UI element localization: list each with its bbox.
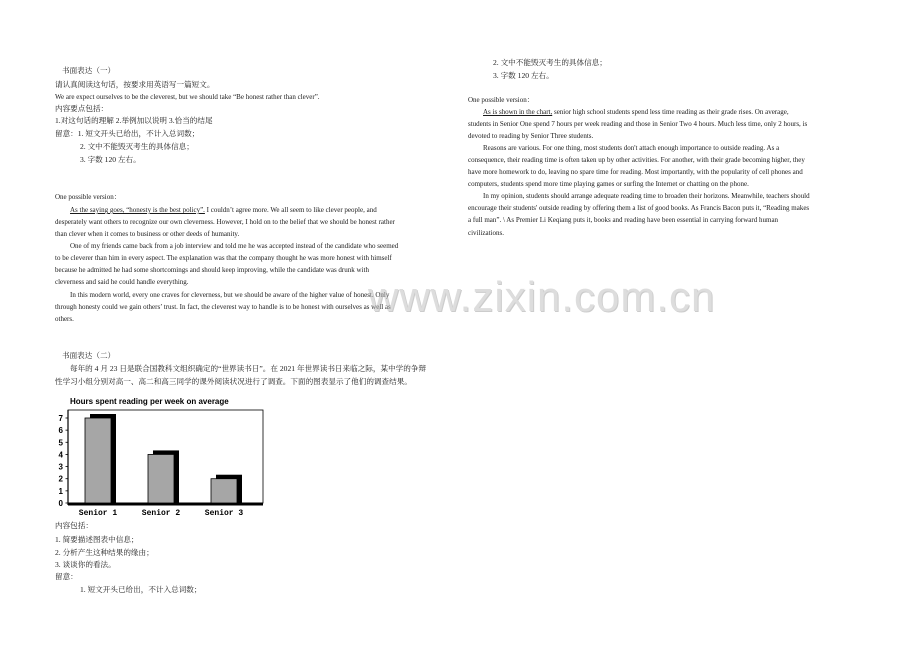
- y-tick-label: 5: [58, 438, 63, 448]
- essay-line: others.: [55, 315, 74, 323]
- essay-line-rest: I couldn’t agree more. We all seem to like clever people, and: [204, 206, 377, 214]
- y-tick-label: 4: [58, 450, 63, 460]
- section2-content-item: 3. 谈谈你的看法。: [55, 560, 116, 569]
- essay-line: to be cleverer than him in every aspect. The explanation was that the company thought he was more honest with himself: [55, 254, 392, 262]
- section1-points: 1.对这句话的理解 2.举例加以说明 3.恰当的结尾: [55, 116, 213, 125]
- section2-heading: 书面表达（二）: [62, 351, 116, 360]
- y-tick-label: 2: [58, 474, 63, 484]
- y-tick-label: 1: [58, 486, 63, 496]
- bar-senior-1: [85, 418, 111, 503]
- essay-underlined-opening: As the saying goes, “honesty is the best policy”.: [70, 206, 205, 214]
- essay-line: Reasons are various. For one thing, most students don't attach enough importance to outside reading. As a: [483, 144, 780, 152]
- section1-note: 留意：1. 短文开头已给出，不计入总词数；: [55, 129, 200, 138]
- x-axis: [79, 509, 244, 518]
- section1-note: 3. 字数 120 左右。: [80, 155, 141, 164]
- essay-line: consequence, their reading time is often taken up by other activities. For another, with their grade becoming higher, they: [468, 156, 805, 164]
- section2-note: 1. 短文开头已给出，不计入总词数；: [80, 585, 202, 594]
- watermark: www.zixin.com.cn: [368, 273, 716, 320]
- section2-content-item: 1. 简要描述图表中信息；: [55, 535, 139, 544]
- section2-intro-line: 每年的 4 月 23 日是联合国教科文组织确定的“世界读书日”。在 2021 年世界读书日来临之际，某中学的争辩: [70, 364, 427, 373]
- essay-line: [70, 205, 377, 215]
- essay-line: have more homework to do, leaving no spare time for reading. Most importantly, with the popularity of cell phones and: [468, 168, 803, 176]
- section1-version-label: One possible version：: [55, 193, 121, 201]
- essay-line: One of my friends came back from a job interview and told me he was accepted instead of the candidate who seemed: [70, 242, 399, 250]
- section2-note: 3. 字数 120 左右。: [493, 71, 554, 80]
- chart-title: Hours spent reading per week on average: [70, 397, 229, 406]
- y-tick-label: 7: [58, 414, 63, 423]
- y-axis: [59, 414, 68, 508]
- section1-heading: 书面表达（一）: [62, 66, 116, 75]
- essay-line-rest: senior high school students spend less time reading as their grade rises. On average,: [552, 108, 789, 116]
- essay-line: devoted to reading by Senior Three students.: [468, 132, 594, 140]
- section2-version-label: One possible version：: [468, 96, 534, 104]
- essay-line: because he admitted he had some shortcomings and should keep improving, while the candidate was drunk with: [55, 266, 369, 274]
- section2-notes-heading: 留意：: [55, 572, 78, 581]
- y-tick-label: 0: [58, 499, 63, 508]
- section1-prompt: We are expect ourselves to be the cleverest, but we should take “Be honest rather than clever”.: [55, 93, 320, 101]
- essay-line: than clever when it comes to business or other deeds of humanity.: [55, 230, 240, 238]
- y-tick-label: 6: [58, 426, 63, 436]
- essay-line: In this modern world, every one craves for cleverness, but we should be aware of the higher value of honest. Only: [70, 291, 390, 299]
- bars: [85, 414, 242, 503]
- section1-note: 2. 文中不能毁灭考生的具体信息；: [80, 142, 194, 151]
- essay-line: a full man”. \ As Premier Li Keqiang puts it, books and reading have been essential in carrying forward human: [468, 216, 779, 224]
- bar-senior-3: [211, 479, 237, 503]
- essay-line: desperately want others to recognize our own cleverness. However, I hold on to the belief that we should be honest rather: [55, 218, 395, 226]
- section2-intro-line: 性学习小组分别对高一、高二和高三同学的课外阅读状况进行了调查。下面的图表显示了他们的调查结果。: [55, 377, 412, 386]
- section2-note: 2. 文中不能毁灭考生的具体信息；: [493, 58, 607, 67]
- section2-content-item: 2. 分析产生这种结果的缘由；: [55, 548, 154, 557]
- x-tick-label: Senior 3: [204, 509, 244, 518]
- y-tick-label: 3: [58, 462, 63, 472]
- essay-line: civilizations.: [468, 229, 504, 237]
- essay-line: In my opinion, students should arrange adequate reading time to broaden their horizons. Meanwhile, teachers should: [483, 192, 810, 200]
- essay-line: students in Senior One spend 7 hours per week reading and those in Senior Two 4 hours. Much less time, only 2 hours, is: [468, 120, 808, 128]
- essay-line: computers, students spend more time playing games or surfing the Internet or chatting on the phone.: [468, 180, 749, 188]
- essay-line: cleverness and said he could handle everything.: [55, 278, 189, 286]
- section2-content-heading: 内容包括：: [55, 521, 93, 530]
- reading-hours-bar-chart: [50, 393, 270, 521]
- x-tick-label: Senior 1: [78, 509, 118, 518]
- section1-points-heading: 内容要点包括：: [55, 104, 109, 113]
- essay-underlined-opening: As is shown in the chart,: [483, 108, 553, 116]
- bar-senior-2: [148, 454, 174, 503]
- section1-instruction: 请认真阅读这句话，按要求用英语写一篇短文。: [55, 80, 215, 89]
- essay-line: through honesty could we gain others’ trust. In fact, the cleverest way to handle is to be honest with ourselves as well as: [55, 303, 391, 311]
- essay-line: [483, 107, 789, 117]
- x-tick-label: Senior 2: [141, 509, 181, 518]
- essay-line: encourage their students' outside reading by offering them a list of good books. As Francis Bacon puts it, “Reading makes: [468, 204, 810, 212]
